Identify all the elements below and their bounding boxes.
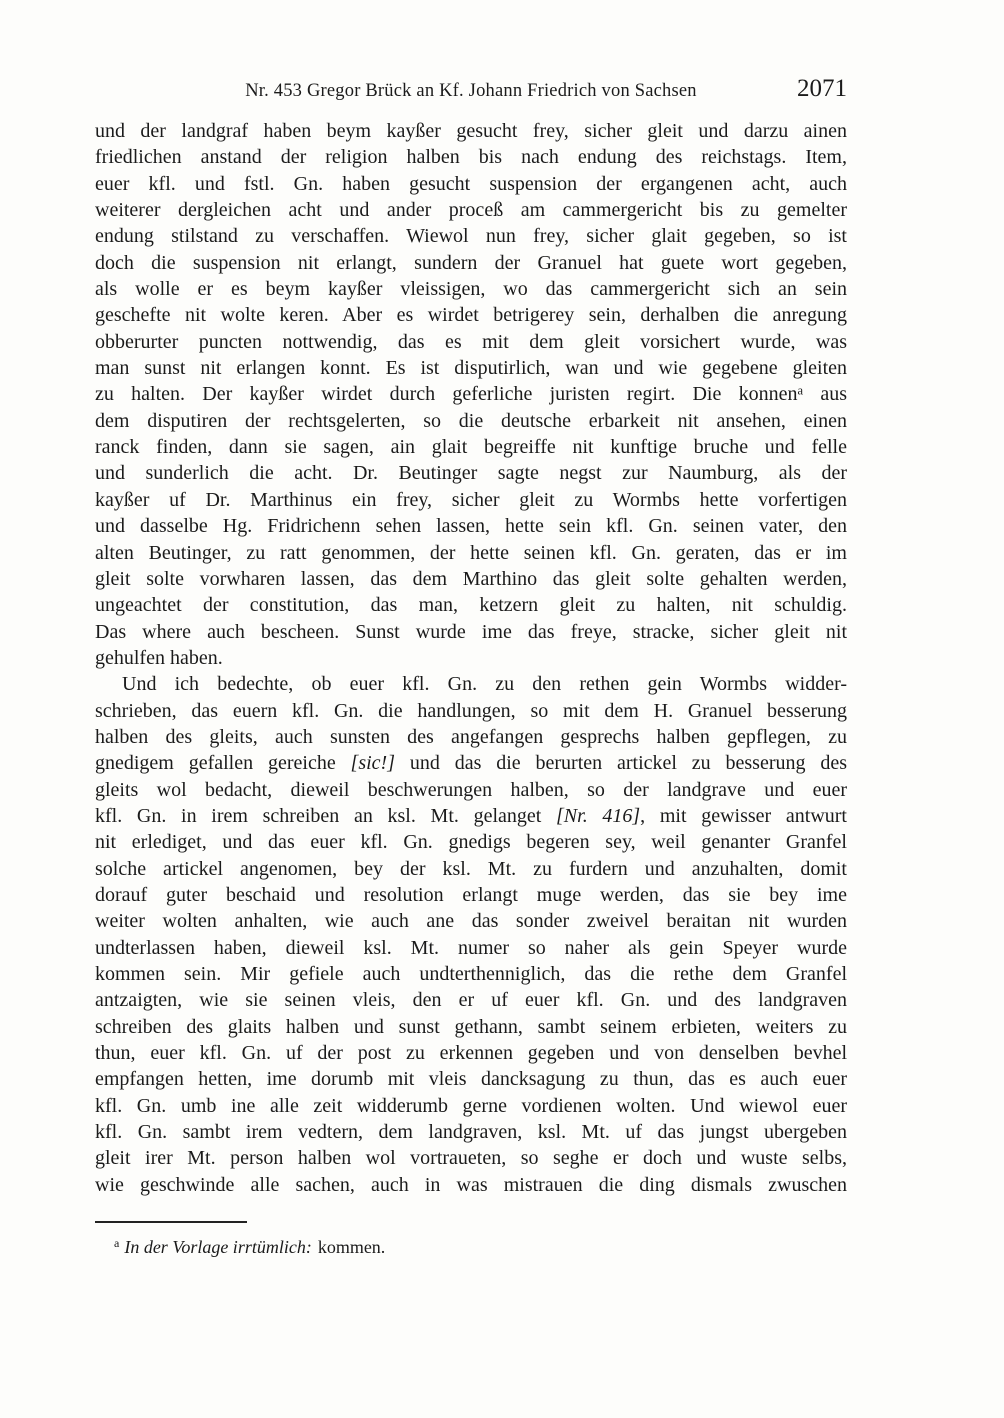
text-line bbox=[95, 829, 847, 855]
text-segment: thun, euer kfl. Gn. uf der post zu erkennen gegeben und von denselben bevhel bbox=[95, 1042, 847, 1065]
text-line bbox=[95, 197, 847, 223]
text-line bbox=[95, 434, 847, 460]
text-segment: dorauf guter beschaid und resolution erlangt muge werden, das sie bey ime bbox=[95, 883, 847, 906]
page-number: 2071 bbox=[797, 75, 847, 102]
text-segment: gleits wol bedacht, dieweil beschwerungen halben, so der landgrave und euer bbox=[95, 778, 847, 801]
text-line bbox=[95, 1145, 847, 1171]
text-segment: gnedigem gefallen gereiche bbox=[95, 752, 351, 775]
text-line bbox=[95, 460, 847, 486]
text-segment: und das die berurten artickel zu besserung des bbox=[395, 752, 847, 775]
text-segment: Und ich bedechte, ob euer kfl. Gn. zu den rethen gein Wormbs widder- bbox=[122, 673, 847, 696]
text-line bbox=[95, 592, 847, 618]
text-line bbox=[95, 1066, 847, 1092]
text-line bbox=[95, 144, 847, 170]
text-line bbox=[95, 540, 847, 566]
text-line bbox=[95, 750, 847, 776]
text-segment: gehulfen haben. bbox=[95, 646, 223, 669]
text-line bbox=[95, 276, 847, 302]
footnote-italic-text: In der Vorlage irrtümlich: bbox=[124, 1237, 312, 1257]
text-line bbox=[95, 171, 847, 197]
text-line bbox=[95, 908, 847, 934]
text-line bbox=[95, 1093, 847, 1119]
text-segment: halben des gleits, auch sunsten des angefangen gesprechs halben gepflegen, zu bbox=[95, 725, 847, 748]
text-line bbox=[95, 698, 847, 724]
text-segment: , mit gewisser antwurt bbox=[640, 804, 847, 827]
text-segment: gleit irer Mt. person halben wol vortraueten, so seghe er doch und wuste selbs, bbox=[95, 1147, 847, 1170]
header-title: Nr. 453 Gregor Brück an Kf. Johann Friedrich von Sachsen bbox=[245, 81, 697, 101]
text-line bbox=[95, 381, 847, 407]
text-segment: ranck finden, dann sie sagen, ain glait begreiffe nit kunftige bruche und felle bbox=[95, 436, 847, 459]
italic-text: [Nr. 416] bbox=[556, 804, 641, 827]
text-line bbox=[95, 223, 847, 249]
text-segment: dem disputiren der rechtsgelerten, so die deutsche erbarkeit nit ansehen, einen bbox=[95, 409, 847, 432]
text-segment: wie geschwinde alle sachen, auch in was mistrauen die ding dismals zwuschen bbox=[95, 1173, 847, 1196]
text-segment: empfangen hetten, ime dorumb mit vleis dancksagung zu thun, das es auch euer bbox=[95, 1068, 847, 1091]
text-segment: und dasselbe Hg. Fridrichenn sehen lassen, hette sein kfl. Gn. seinen vater, den bbox=[95, 515, 847, 538]
text-segment: als wolle er es beym kayßer vleissigen, wo das cammergericht sich an sein bbox=[95, 278, 847, 301]
footnote-text: kommen. bbox=[317, 1237, 386, 1257]
text-line bbox=[95, 724, 847, 750]
text-line bbox=[95, 513, 847, 539]
text-line bbox=[95, 566, 847, 592]
text-line bbox=[95, 803, 847, 829]
text-segment: weiterer dergleichen acht und ander proceß am cammergericht bis zu gemelter bbox=[95, 199, 847, 222]
text-segment: friedlichen anstand der religion halben bis nach endung des reichstags. Item, bbox=[95, 146, 847, 169]
footnote bbox=[95, 1230, 847, 1260]
text-line bbox=[95, 487, 847, 513]
text-line bbox=[95, 619, 847, 645]
text-segment: kfl. Gn. in irem schreiben an ksl. Mt. gelanget bbox=[95, 804, 556, 827]
text-line bbox=[95, 250, 847, 276]
text-line bbox=[95, 1040, 847, 1066]
text-segment: kayßer uf Dr. Marthinus ein frey, sicher gleit zu Wormbs hette vorfertigen bbox=[95, 488, 847, 511]
text-segment: ungeachtet der constitution, das man, ketzern gleit zu halten, nit schuldig. bbox=[95, 594, 847, 617]
body-text bbox=[95, 118, 847, 1198]
text-segment: kfl. Gn. umb ine alle zeit widderumb gerne vordienen wolten. Und wiewol euer bbox=[95, 1094, 847, 1117]
paragraph bbox=[95, 118, 847, 671]
text-line bbox=[95, 882, 847, 908]
text-segment: und der landgraf haben beym kayßer gesucht frey, sicher gleit und darzu ainen bbox=[95, 120, 847, 142]
footnote-marker: a bbox=[114, 1236, 120, 1250]
text-line bbox=[95, 1119, 847, 1145]
text-segment: obberurter puncten nottwendig, das es mit dem gleit vorsichert wurde, was bbox=[95, 330, 847, 353]
text-line bbox=[95, 777, 847, 803]
text-segment: weiter wolten anhalten, wie auch ane das sonder zweivel beraitan nit wurden bbox=[95, 910, 847, 933]
paragraph bbox=[95, 671, 847, 1198]
text-segment: geschefte nit wolte keren. Aber es wirdet betrigerey sein, derhalben die anregung bbox=[95, 304, 847, 327]
text-segment: man sunst nit erlangen konnt. Es ist disputirlich, wan und wie gegebene gleiten bbox=[95, 357, 847, 380]
text-line bbox=[95, 329, 847, 355]
text-line bbox=[95, 408, 847, 434]
text-segment: Das where auch bescheen. Sunst wurde ime das freye, stracke, sicher gleit nit bbox=[95, 620, 847, 643]
text-segment: kfl. Gn. sambt irem vedtern, dem landgraven, ksl. Mt. uf das jungst ubergeben bbox=[95, 1121, 847, 1144]
running-header bbox=[95, 76, 847, 106]
text-segment: antzaigten, wie sie seinen vleis, den er uf euer kfl. Gn. und des landgraven bbox=[95, 989, 847, 1012]
text-segment: aus bbox=[803, 383, 847, 406]
text-segment: zu halten. Der kayßer wirdet durch geferliche juristen regirt. Die konnen bbox=[95, 383, 798, 406]
text-segment: kommen sein. Mir gefiele auch undterthenniglich, das die rethe dem Granfel bbox=[95, 963, 847, 985]
text-line bbox=[95, 355, 847, 381]
text-line bbox=[95, 856, 847, 882]
text-line bbox=[95, 935, 847, 961]
text-segment: alten Beutinger, zu ratt genommen, der hette seinen kfl. Gn. geraten, das er im bbox=[95, 541, 847, 564]
text-segment: nit erlediget, und das euer kfl. Gn. gnedigs begeren sey, weil genanter Granfel bbox=[95, 831, 847, 854]
text-segment: undterlassen haben, dieweil ksl. Mt. numer so naher als gein Speyer wurde bbox=[95, 936, 847, 959]
text-segment: schrieben, das euern kfl. Gn. die handlungen, so mit dem H. Granuel besserung bbox=[95, 699, 847, 722]
italic-text: [sic!] bbox=[350, 752, 395, 775]
text-line bbox=[95, 961, 847, 987]
text-line bbox=[95, 302, 847, 328]
text-segment: endung stilstand zu verschaffen. Wiewol nun frey, sicher glait gegeben, so ist bbox=[95, 225, 847, 248]
text-line bbox=[95, 118, 847, 144]
text-line bbox=[95, 645, 847, 671]
text-segment: gleit solte vorwharen lassen, das dem Marthino das gleit solte gehalten werden, bbox=[95, 567, 847, 590]
footnote-reference: a bbox=[797, 383, 804, 398]
footnote-separator bbox=[95, 1221, 247, 1223]
text-line bbox=[95, 987, 847, 1013]
text-line bbox=[95, 1172, 847, 1198]
text-line bbox=[95, 671, 847, 697]
text-line bbox=[95, 1014, 847, 1040]
text-segment: schreiben des glaits halben und sunst gethann, sambt seinem erbieten, weiters zu bbox=[95, 1015, 847, 1038]
text-segment: solche artickel angenomen, bey der ksl. Mt. zu furdern und anzuhalten, domit bbox=[95, 857, 847, 880]
text-segment: und sunderlich die acht. Dr. Beutinger sagte negst zur Naumburg, als der bbox=[95, 462, 847, 485]
text-segment: doch die suspension nit erlangt, sundern der Granuel hat guete wort gegeben, bbox=[95, 251, 847, 274]
text-segment: euer kfl. und fstl. Gn. haben gesucht suspension der ergangenen acht, auch bbox=[95, 172, 847, 195]
